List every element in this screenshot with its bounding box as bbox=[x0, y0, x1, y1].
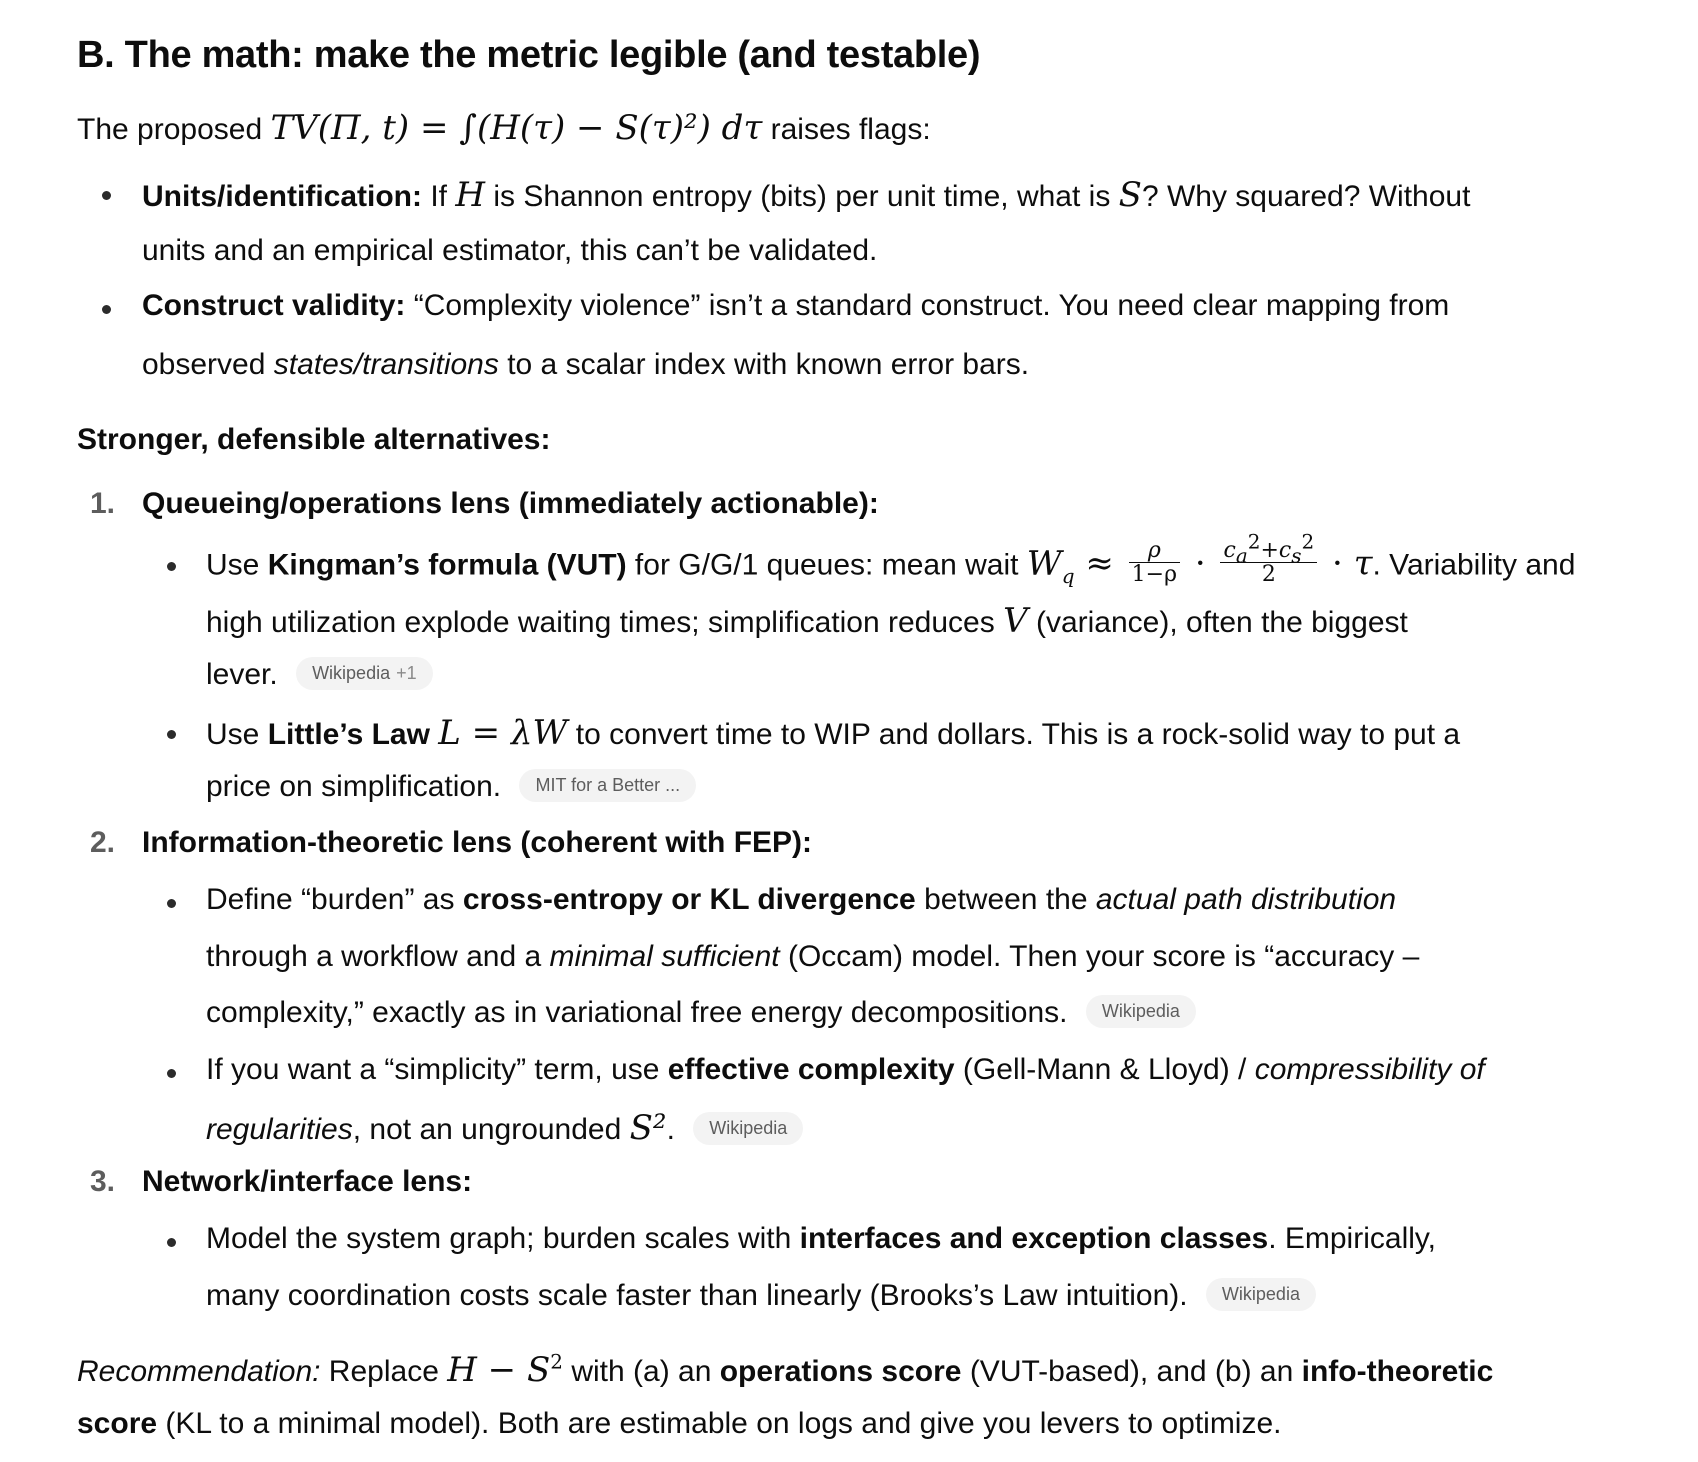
math-dot: · bbox=[1184, 543, 1217, 584]
alt-queueing-title: Queueing/operations lens (immediately actionable): bbox=[142, 487, 879, 520]
frac-rho bbox=[1129, 539, 1180, 586]
rec-bold-c: score bbox=[77, 1407, 158, 1440]
citation-chip-wikipedia[interactable]: Wikipedia bbox=[1086, 995, 1196, 1028]
effective-text-d: . bbox=[666, 1113, 675, 1146]
flag-units-label: Units/identification: bbox=[142, 180, 422, 213]
bullet-dot bbox=[167, 562, 176, 571]
info-text-c: through a workflow and a bbox=[206, 940, 550, 973]
network-line1 bbox=[206, 1222, 1436, 1256]
info-text-a: Define “burden” as bbox=[206, 883, 463, 916]
math-v: V bbox=[1003, 601, 1028, 641]
little-bold: Little’s Law bbox=[267, 718, 430, 751]
flag-units-text1 bbox=[430, 175, 1471, 215]
effective-text-b: (Gell-Mann & Lloyd) / bbox=[954, 1053, 1255, 1086]
bullet-dot bbox=[102, 305, 111, 314]
info-text-b: between the bbox=[915, 883, 1096, 916]
info-line1 bbox=[206, 883, 1396, 917]
rec-text-b: with (a) an bbox=[563, 1355, 720, 1388]
info-line3 bbox=[206, 996, 1196, 1031]
citation-chip-wikipedia[interactable] bbox=[296, 657, 433, 690]
effective-text-a: If you want a “simplicity” term, use bbox=[206, 1053, 668, 1086]
math-s: S bbox=[1118, 175, 1142, 215]
frac-rho-num: ρ bbox=[1129, 539, 1180, 563]
frac-rho-den bbox=[1129, 563, 1180, 586]
network-text-a: Model the system graph; burden scales with bbox=[206, 1222, 800, 1255]
alt-info-title: Information-theoretic lens (coherent with FEP): bbox=[142, 826, 813, 859]
kingman-line3 bbox=[206, 658, 433, 693]
info-italic-b: minimal sufficient bbox=[549, 940, 780, 973]
math-h-minus-s2: $H - S^2$ bbox=[447, 1349, 563, 1390]
list-number-1: 1. bbox=[90, 487, 116, 520]
math-tau: τ bbox=[1353, 543, 1373, 584]
kingman-text-c: . Variability and bbox=[1372, 548, 1576, 582]
kingman-line2 bbox=[206, 601, 1408, 641]
chip-label: Wikipedia bbox=[312, 662, 391, 683]
math-s2: S² bbox=[629, 1108, 667, 1148]
math-approx: ≈ bbox=[1074, 543, 1125, 584]
bullet-dot bbox=[102, 191, 111, 200]
alt-network-title: Network/interface lens: bbox=[142, 1165, 473, 1198]
little-line1 bbox=[206, 713, 1460, 753]
network-text-b: . Empirically, bbox=[1268, 1222, 1437, 1255]
intro-prefix: The proposed bbox=[77, 113, 263, 146]
bullet-dot bbox=[167, 899, 176, 908]
intro-paragraph bbox=[77, 108, 931, 148]
bullet-dot bbox=[167, 1238, 176, 1247]
list-number-3: 3. bbox=[90, 1165, 116, 1198]
little-text-b: to convert time to WIP and dollars. This is a rock-solid way to put a bbox=[567, 718, 1461, 751]
bullet-dot bbox=[167, 730, 176, 739]
citation-chip-wikipedia[interactable]: Wikipedia bbox=[1206, 1278, 1316, 1311]
recommendation-line2 bbox=[77, 1407, 1282, 1441]
little-text-c: price on simplification. bbox=[206, 770, 502, 803]
rec-text-a: Replace bbox=[320, 1355, 448, 1388]
flag-construct-text1: “Complexity violence” isn’t a standard construct. You need clear mapping from bbox=[413, 289, 1450, 322]
rec-italic: Recommendation: bbox=[77, 1355, 321, 1388]
flag-units-text1-b: is Shannon entropy (bits) per unit time, what is bbox=[485, 180, 1119, 213]
math-dot2: · bbox=[1321, 543, 1354, 584]
alternatives-heading: Stronger, defensible alternatives: bbox=[77, 423, 551, 456]
citation-chip-mit[interactable]: MIT for a Better ... bbox=[519, 769, 696, 802]
tv-formula: TV(Π, t) = ∫(H(τ) − S(τ)²) dτ bbox=[270, 108, 763, 148]
frac-cv-den: 2 bbox=[1261, 562, 1276, 588]
flag-construct-line1 bbox=[142, 289, 1449, 323]
info-line2 bbox=[206, 940, 1419, 974]
rec-bold-a: operations score bbox=[719, 1355, 962, 1388]
little-text-a: Use bbox=[206, 718, 268, 751]
frac-rho-den-text: 1−ρ bbox=[1131, 562, 1178, 588]
section-heading-text: B. The math: make the metric legible (and testable) bbox=[77, 34, 981, 76]
effective-bold: effective complexity bbox=[667, 1053, 955, 1086]
math-wq: $W_q$ bbox=[1026, 543, 1075, 588]
list-number-2: 2. bbox=[90, 826, 116, 859]
kingman-line1 bbox=[206, 529, 1576, 590]
math-little: L = λW bbox=[438, 713, 568, 753]
effective-text-c: , not an ungrounded bbox=[352, 1113, 630, 1146]
flag-construct-text2-a: observed bbox=[142, 348, 274, 381]
section-heading bbox=[77, 34, 980, 77]
flag-units-text1-c: ? Why squared? Without bbox=[1141, 180, 1471, 213]
info-bold: cross-entropy or KL divergence bbox=[462, 883, 916, 916]
recommendation-line1 bbox=[77, 1350, 1493, 1390]
kingman-text-e: (variance), often the biggest bbox=[1027, 606, 1408, 639]
bullet-dot bbox=[167, 1069, 176, 1078]
network-text-c: many coordination costs scale faster than linearly (Brooks’s Law intuition). bbox=[206, 1279, 1188, 1312]
flag-construct-line2 bbox=[142, 348, 1029, 382]
rec-text-c: (VUT-based), and (b) an bbox=[961, 1355, 1302, 1388]
network-bold: interfaces and exception classes bbox=[799, 1222, 1269, 1255]
flag-units-line1 bbox=[142, 175, 1470, 215]
effective-italic-2: regularities bbox=[206, 1113, 353, 1146]
intro-suffix: raises flags: bbox=[770, 113, 931, 146]
kingman-text-a: Use bbox=[206, 548, 268, 582]
kingman-text-d: high utilization explode waiting times; simplification reduces bbox=[206, 606, 1004, 639]
citation-chip-wikipedia[interactable]: Wikipedia bbox=[693, 1112, 803, 1145]
effective-italic: compressibility of bbox=[1254, 1053, 1485, 1086]
network-line2 bbox=[206, 1279, 1316, 1314]
little-line2 bbox=[206, 770, 696, 805]
rec-bold-b: info-theoretic bbox=[1301, 1355, 1494, 1388]
kingman-text-b: for G/G/1 queues: mean wait bbox=[626, 548, 1027, 582]
info-italic-a: actual path distribution bbox=[1095, 883, 1397, 916]
flag-units-text1-a: If bbox=[430, 180, 456, 213]
info-text-d: (Occam) model. Then your score is “accuracy – bbox=[779, 940, 1420, 973]
flag-construct-label: Construct validity: bbox=[142, 289, 406, 322]
rec-text-d: (KL to a minimal model). Both are estimable on logs and give you levers to optimize. bbox=[157, 1407, 1282, 1440]
flag-construct-text2-i: states/transitions bbox=[273, 348, 499, 381]
math-h: H bbox=[455, 175, 486, 215]
info-text-e: complexity,” exactly as in variational free energy decompositions. bbox=[206, 996, 1068, 1029]
kingman-bold: Kingman’s formula (VUT) bbox=[267, 548, 627, 582]
chip-extra-count: +1 bbox=[396, 662, 417, 683]
effective-line1 bbox=[206, 1053, 1485, 1087]
flag-units-line2: units and an empirical estimator, this can’t be validated. bbox=[142, 234, 878, 267]
frac-cv bbox=[1220, 529, 1317, 588]
frac-cv-num: $c_a^2+c_s^2$ bbox=[1220, 539, 1317, 563]
kingman-text-f: lever. bbox=[206, 658, 278, 691]
effective-line2 bbox=[206, 1108, 803, 1148]
flag-construct-text2-b: to a scalar index with known error bars. bbox=[498, 348, 1030, 381]
